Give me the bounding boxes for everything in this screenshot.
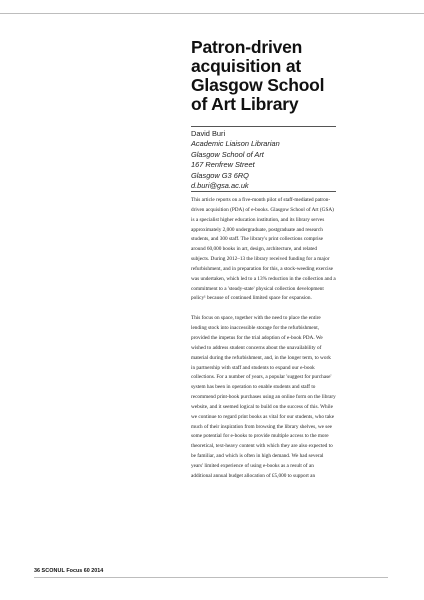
body-paragraph: This focus on space, together with the need to place the entire lending stock into inaccessible storage for the refurbishment, provided the impetus for the trial adoption of e-book PDA. We wished to address student concerns about the unavailability of material during the refurbishment, and, in the longer term, to work in partnership with staff and students to expand our e-book collections. For a number of years, a popular 'suggest for purchase' system has been in operation to enable students and staff to recommend print-book purchases using an online form on the library website, and it seemed logical to build on the success of this. While we continue to regard print books as vital for our students, who take much of their inspiration from browsing the library shelves, we see some potential for e-books to provide multiple access to the more theoretical, text-heavy content with which they are also expected to be familiar, and which is often in high demand. We had several years' limited experience of using e-books as a result of an additional annual budget allocation of £5,000 to support an [191, 315, 336, 479]
author-block [191, 129, 406, 191]
body-paragraph: This article reports on a five-month pilot of staff-mediated patron-driven acquisition (PDA) of e-books. Glasgow School of Art (GSA) is a specialist higher education institution, and its library serves approximately 2,000 undergraduate, postgraduate and research students, and 300 staff. The library's print collections comprise around 60,000 books in art, design, architecture, and related subjects. During 2012–13 the library received funding for a major refurbishment, and in preparation for this, a stock-weeding exercise was undertaken, which led to a 13% reduction in the collection and a commitment to a 'steady-state' physical collection development policy¹ because of continued limited space for expansion. [191, 197, 336, 302]
page-footer [34, 568, 103, 574]
page-number: 36 [34, 568, 40, 574]
journal-name: SCONUL [41, 568, 65, 574]
author-email: d.buri@gsa.ac.uk [191, 181, 249, 191]
author-name: David Buri [191, 129, 226, 138]
author-divider [191, 191, 336, 192]
article-title: Patron-driven acquisition at Glasgow School of Art Library [191, 37, 325, 114]
title-divider [191, 126, 336, 127]
author-institution: Glasgow School of Art [191, 149, 264, 159]
author-street: 167 Renfrew Street [191, 160, 255, 170]
article-body [191, 196, 336, 492]
footer-rule [34, 577, 388, 578]
author-role: Academic Liaison Librarian [191, 139, 280, 149]
journal-issue: Focus 60 2014 [66, 568, 104, 574]
author-city: Glasgow G3 6RQ [191, 170, 249, 180]
header-rule [0, 0, 424, 14]
